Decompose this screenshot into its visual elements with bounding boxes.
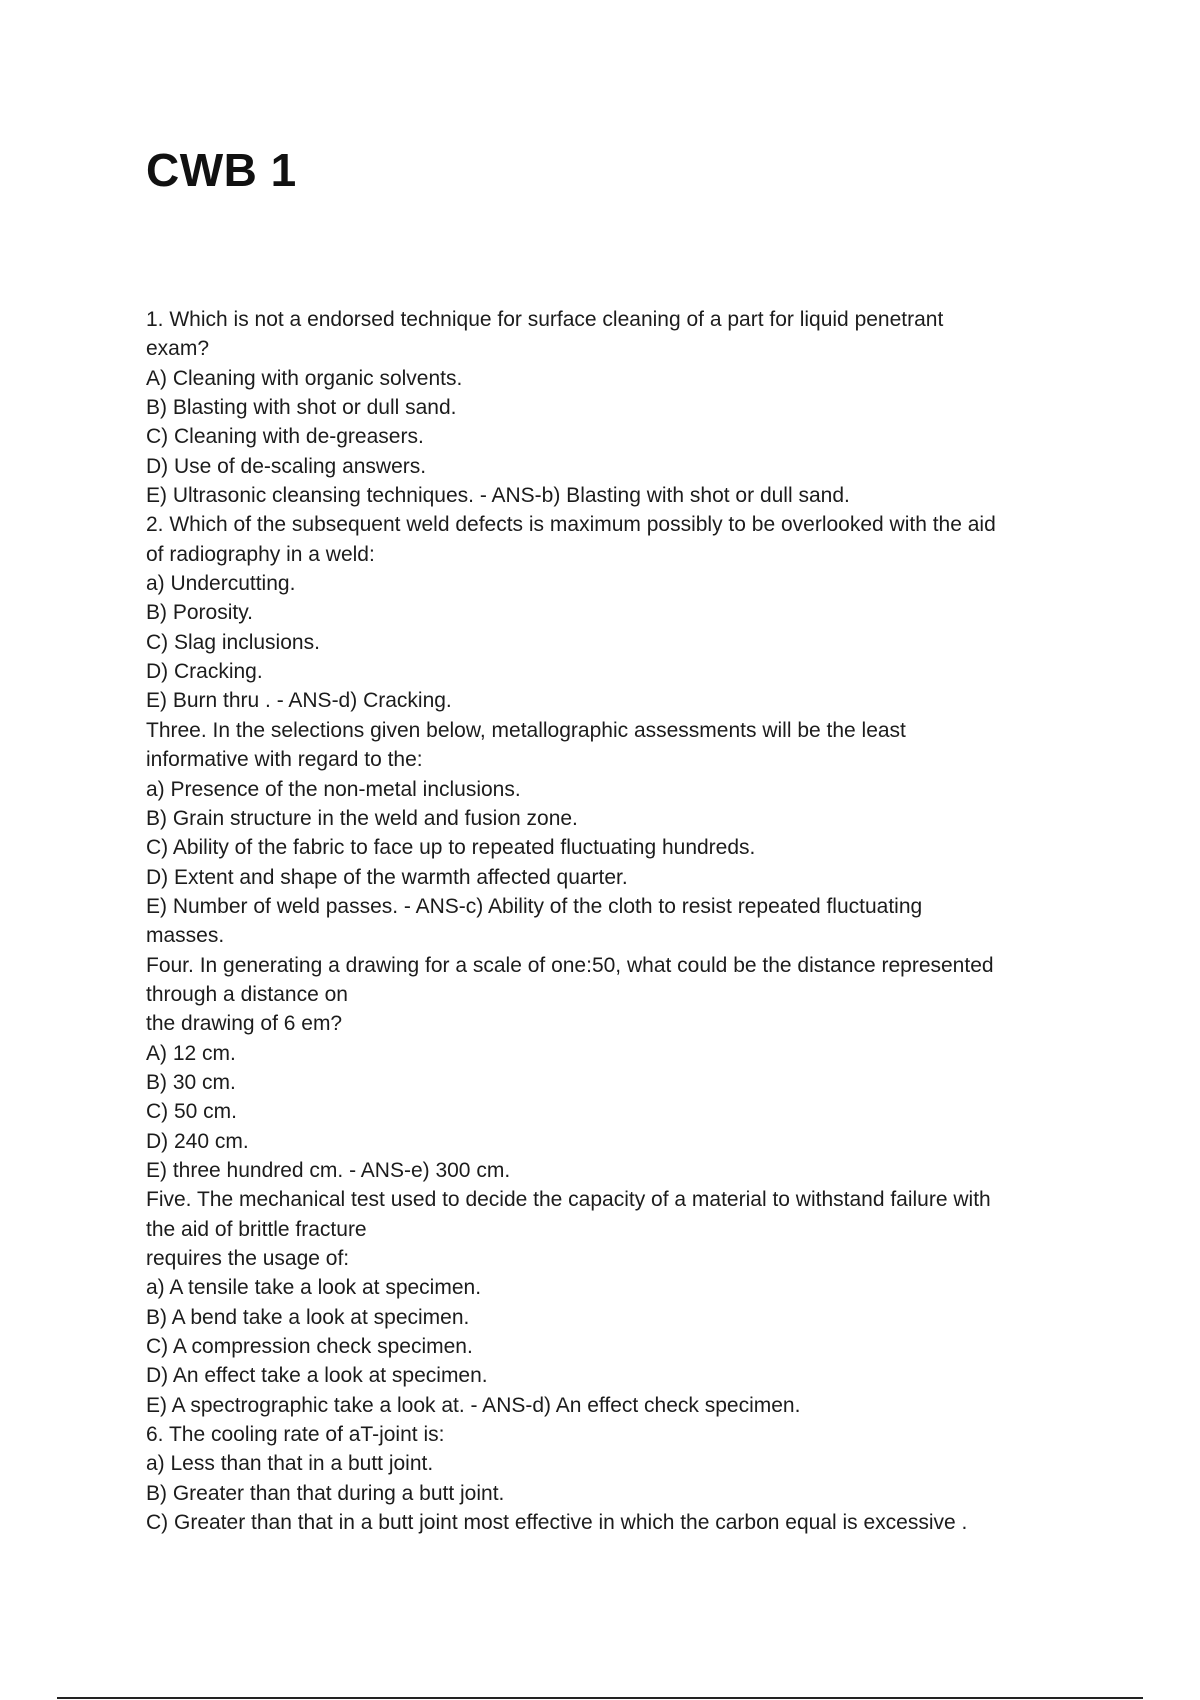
text-line: exam? xyxy=(146,337,210,361)
text-line: masses. xyxy=(146,924,225,948)
text-line: requires the usage of: xyxy=(146,1247,350,1270)
text-line: 1. Which is not a endorsed technique for surface cleaning of a part for liquid penetrant xyxy=(146,308,944,331)
text-line: Five. The mechanical test used to decide the capacity of a material to withstand failure with xyxy=(146,1188,991,1212)
text-line: E) Number of weld passes. - ANS-c) Ability of the cloth to resist repeated fluctuating xyxy=(146,894,923,918)
text-line: C) Cleaning with de-greasers. xyxy=(146,425,424,449)
text-line: B) Grain structure in the weld and fusion zone. xyxy=(146,806,578,830)
footer-divider xyxy=(57,1697,1143,1699)
text-line: E) Burn thru . - ANS-d) Cracking. xyxy=(146,689,452,713)
text-line: Three. In the selections given below, metallographic assessments will be the least xyxy=(146,718,906,742)
text-line: informative with regard to the: xyxy=(146,748,423,772)
text-line: Four. In generating a drawing for a scale of one:50, what could be the distance represented xyxy=(146,953,994,977)
text-line: A) Cleaning with organic solvents. xyxy=(146,366,463,390)
text-line: C) Greater than that in a butt joint most effective in which the carbon equal is excessive . xyxy=(146,1511,968,1535)
text-line: a) Undercutting. xyxy=(146,572,296,596)
text-line: E) A spectrographic take a look at. - ANS-d) An effect check specimen. xyxy=(146,1393,801,1417)
text-line: B) Blasting with shot or dull sand. xyxy=(146,396,457,420)
text-line: a) Less than that in a butt joint. xyxy=(146,1452,434,1476)
text-line: 2. Which of the subsequent weld defects is maximum possibly to be overlooked with the aid xyxy=(146,513,996,537)
text-line: A) 12 cm. xyxy=(146,1041,236,1065)
text-line: through a distance on xyxy=(146,982,348,1006)
text-line: the aid of brittle fracture xyxy=(146,1217,367,1241)
text-line: C) A compression check specimen. xyxy=(146,1335,473,1359)
document-title: CWB 1 xyxy=(146,144,297,196)
text-line: D) Extent and shape of the warmth affected quarter. xyxy=(146,865,628,889)
text-line: D) Cracking. xyxy=(146,660,263,684)
text-line: E) Ultrasonic cleansing techniques. - ANS-b) Blasting with shot or dull sand. xyxy=(146,484,850,508)
text-line: of radiography in a weld: xyxy=(146,542,375,566)
text-line: D) Use of de-scaling answers. xyxy=(146,454,427,478)
text-line: 6. The cooling rate of aT-joint is: xyxy=(146,1423,445,1447)
text-line: E) three hundred cm. - ANS-e) 300 cm. xyxy=(146,1158,511,1182)
text-line: the drawing of 6 em? xyxy=(146,1012,343,1036)
text-line: B) A bend take a look at specimen. xyxy=(146,1305,470,1329)
text-line: C) Ability of the fabric to face up to repeated fluctuating hundreds. xyxy=(146,836,756,860)
text-line: a) A tensile take a look at specimen. xyxy=(146,1276,482,1300)
text-line: B) Greater than that during a butt joint. xyxy=(146,1481,505,1505)
text-line: a) Presence of the non-metal inclusions. xyxy=(146,777,521,801)
document-body xyxy=(146,305,1076,1537)
text-line: C) 50 cm. xyxy=(146,1100,238,1124)
text-line: D) An effect take a look at specimen. xyxy=(146,1364,488,1388)
text-line: D) 240 cm. xyxy=(146,1129,249,1153)
text-line: C) Slag inclusions. xyxy=(146,630,320,654)
text-line: B) Porosity. xyxy=(146,601,253,625)
text-line: B) 30 cm. xyxy=(146,1070,236,1094)
